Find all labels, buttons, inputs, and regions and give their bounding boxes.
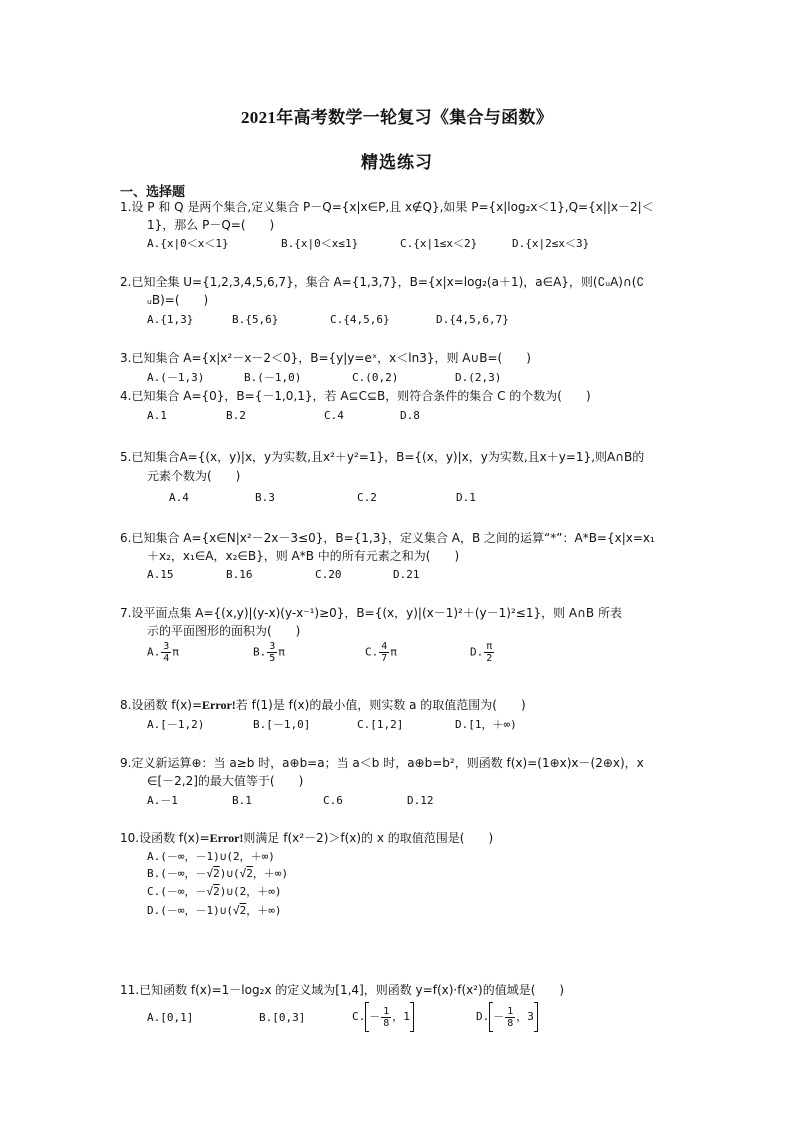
q1-option-d: D.{x|2≤x＜3} — [512, 237, 590, 250]
question-1-stem: 1.设 P 和 Q 是两个集合,定义集合 P－Q={x|x∈P,且 x∉Q},如果 P={x|log₂x＜1},Q={x||x－2|＜ — [120, 200, 654, 214]
question-10-stem: 10.设函数 f(x)=Error!则满足 f(x²－2)＞f(x)的 x 的取值范围是( ) — [120, 831, 494, 845]
q7-option-c: C. $\frac{4}{7}$ π — [365, 641, 397, 664]
q8-option-a: A.[－1,2) — [147, 718, 205, 731]
q11-option-c: C. － $\frac{1}{8}$ ，1 — [352, 1002, 414, 1032]
fraction: $\frac{\pi}{2}$ — [486, 641, 493, 664]
question-9-stem: 9.定义新运算⊕：当 a≥b 时，a⊕b=a；当 a＜b 时，a⊕b=b²，则函数 f(x)=(1⊕x)x－(2⊕x)，x — [120, 756, 644, 770]
q5-option-c: C.2 — [357, 491, 377, 504]
q7-option-b: B. $\frac{3}{5}$ π — [253, 641, 285, 664]
q6-option-a: A.15 — [147, 568, 174, 581]
q10-option-c: C.(－∞，－√2)∪(2，＋∞) — [147, 885, 282, 898]
q5-option-b: B.3 — [255, 491, 275, 504]
q4-option-b: B.2 — [226, 409, 246, 422]
question-5-stem-cont: 元素个数为( ) — [147, 469, 241, 483]
right-bracket — [534, 1002, 538, 1032]
q2-option-a: A.{1,3} — [147, 313, 194, 326]
q2-option-c: C.{4,5,6} — [330, 313, 390, 326]
right-bracket — [410, 1002, 414, 1032]
fraction: $\frac{1}{8}$ — [383, 1005, 390, 1029]
q5-option-d: D.1 — [456, 491, 476, 504]
q4-option-a: A.1 — [147, 409, 167, 422]
question-6-stem-cont: ＋x₂，x₁∈A，x₂∈B}，则 A*B 中的所有元素之和为( ) — [147, 549, 460, 563]
q1-option-c: C.{x|1≤x＜2} — [400, 237, 478, 250]
document-subtitle: 精选练习 — [361, 153, 433, 172]
document-title: 2021年高考数学一轮复习《集合与函数》 — [241, 108, 553, 127]
q10-option-b: B.(－∞，－√2)∪(√2，＋∞) — [147, 867, 289, 880]
question-5-stem: 5.已知集合A={(x，y)|x，y为实数,且x²＋y²=1}，B={(x，y)|x，y为实数,且x＋y=1},则A∩B的 — [120, 450, 645, 464]
question-1-stem-cont: 1}，那么 P－Q=( ) — [147, 218, 275, 232]
q11-option-d: D. － $\frac{1}{8}$ ，3 — [476, 1002, 538, 1032]
q5-option-a: A.4 — [169, 491, 189, 504]
question-2-stem-cont: ᵤB)=( ) — [147, 293, 209, 307]
question-7-stem-cont: 示的平面图形的面积为( ) — [147, 624, 301, 638]
section-heading: 一、选择题 — [120, 185, 186, 200]
question-4-stem: 4.已知集合 A={0}，B={－1,0,1}，若 A⊆C⊆B，则符合条件的集合 C 的个数为( ) — [120, 389, 591, 403]
q10-option-a: A.(－∞，－1)∪(2，＋∞) — [147, 850, 275, 863]
q3-option-d: D.(2,3) — [455, 371, 502, 384]
q4-option-d: D.8 — [400, 409, 420, 422]
question-2-stem: 2.已知全集 U={1,2,3,4,5,6,7}，集合 A={1,3,7}，B={x|x=log₂(a＋1)，a∈A}，则(∁ᵤA)∩(∁ — [120, 275, 645, 289]
question-3-stem: 3.已知集合 A={x|x²－x－2＜0}，B={y|y=eˣ，x＜ln3}，则 A∪B=( ) — [120, 351, 531, 365]
q9-option-c: C.6 — [323, 794, 343, 807]
q2-option-b: B.{5,6} — [232, 313, 279, 326]
question-6-stem: 6.已知集合 A={x∈N|x²－2x－3≤0}，B={1,3}，定义集合 A，B 之间的运算“*”：A*B={x|x=x₁ — [120, 531, 655, 545]
question-9-stem-cont: ∈[－2,2]的最大值等于( ) — [147, 774, 304, 788]
q8-option-b: B.[－1,0] — [253, 718, 311, 731]
q4-option-c: C.4 — [324, 409, 344, 422]
fraction: $\frac{1}{8}$ — [507, 1005, 514, 1029]
q9-option-d: D.12 — [407, 794, 434, 807]
q3-option-a: A.(－1,3) — [147, 371, 205, 384]
q7-option-a: A. $\frac{3}{4}$ π — [147, 641, 179, 664]
question-8-stem: 8.设函数 f(x)=Error!若 f(1)是 f(x)的最小值，则实数 a 的取值范围为( ) — [120, 698, 526, 712]
q6-option-c: C.20 — [315, 568, 342, 581]
q6-option-b: B.16 — [226, 568, 253, 581]
fraction: $\frac{3}{5}$ — [269, 641, 276, 664]
question-11-stem: 11.已知函数 f(x)=1－log₂x 的定义域为[1,4]，则函数 y=f(x)·f(x²)的值域是( ) — [120, 983, 565, 997]
q3-option-c: C.(0,2) — [352, 371, 399, 384]
question-7-stem: 7.设平面点集 A={(x,y)|(y-x)(y-x⁻¹)≥0}，B={(x，y)|(x－1)²＋(y－1)²≤1}，则 A∩B 所表 — [120, 606, 622, 620]
q7-option-d: D. $\frac{\pi}{2}$ — [470, 641, 493, 664]
q11-option-a: A.[0,1] — [147, 1011, 194, 1024]
q8-option-d: D.[1，＋∞) — [455, 718, 517, 731]
fraction: $\frac{4}{7}$ — [381, 641, 388, 664]
q9-option-a: A.－1 — [147, 794, 178, 807]
q1-option-b: B.{x|0＜x≤1} — [281, 237, 359, 250]
q10-option-d: D.(－∞，－1)∪(√2，＋∞) — [147, 904, 282, 917]
q6-option-d: D.21 — [393, 568, 420, 581]
fraction: $\frac{3}{4}$ — [163, 641, 170, 664]
q8-option-c: C.[1,2] — [357, 718, 404, 731]
q2-option-d: D.{4,5,6,7} — [436, 313, 509, 326]
q9-option-b: B.1 — [232, 794, 252, 807]
q3-option-b: B.(－1,0) — [244, 371, 302, 384]
q11-option-b: B.[0,3] — [259, 1011, 306, 1024]
q1-option-a: A.{x|0＜x＜1} — [147, 237, 229, 250]
